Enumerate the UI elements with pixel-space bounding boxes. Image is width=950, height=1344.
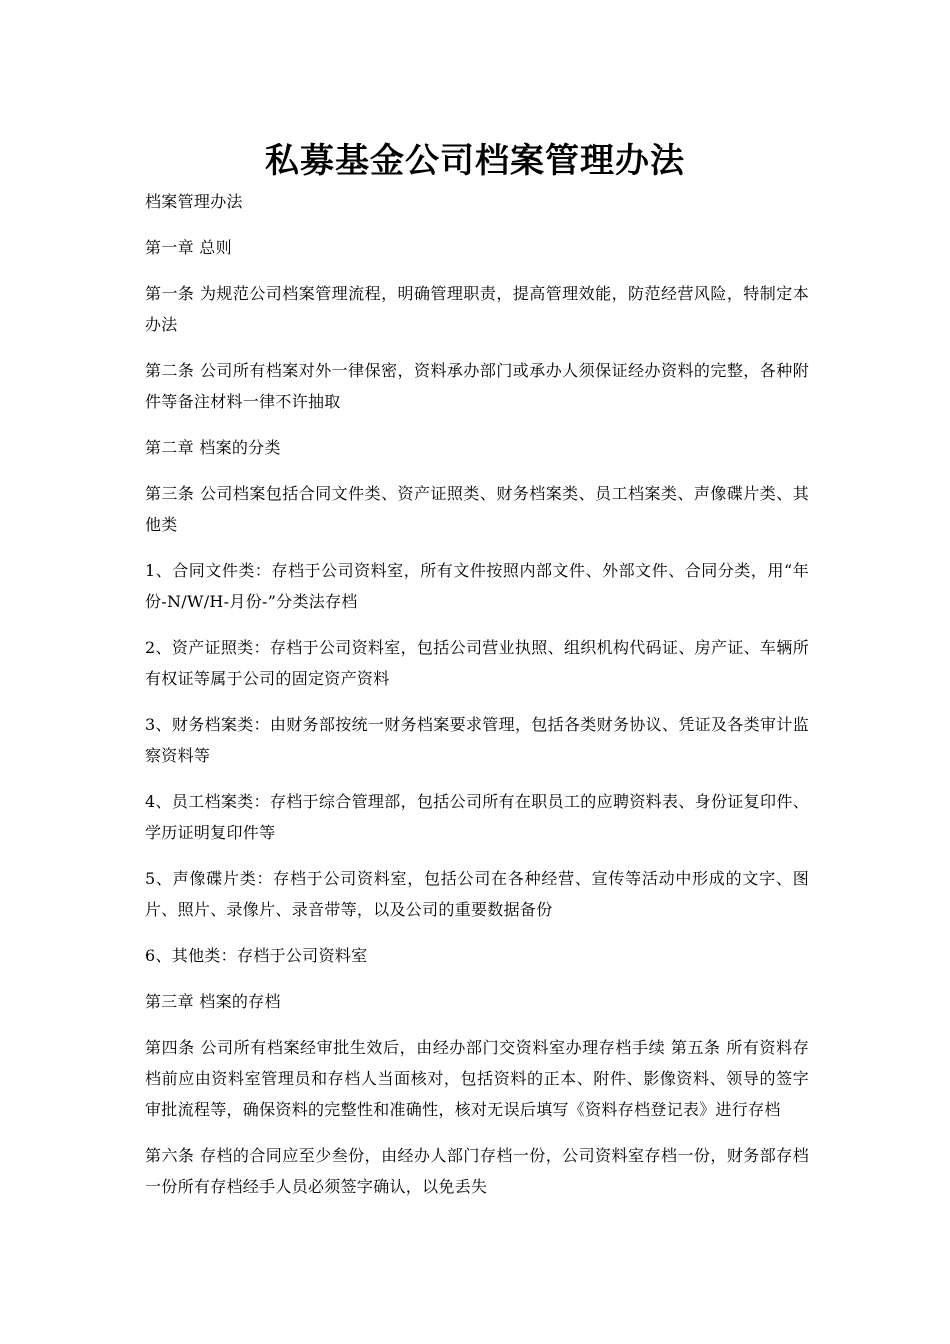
category-5: 5、声像碟片类：存档于公司资料室，包括公司在各种经营、宣传等活动中形成的文字、图片、照片、录像片、录音带等，以及公司的重要数据备份 xyxy=(145,869,809,919)
article-2: 第二条 公司所有档案对外一律保密，资料承办部门或承办人须保证经办资料的完整，各种附件等备注材料一律不许抽取 xyxy=(145,361,809,411)
document-title: 私募基金公司档案管理办法 xyxy=(265,140,685,181)
document-body xyxy=(145,186,809,1217)
article-3: 第三条 公司档案包括合同文件类、资产证照类、财务档案类、员工档案类、声像碟片类、其他类 xyxy=(145,484,809,534)
category-6: 6、其他类：存档于公司资料室 xyxy=(145,946,368,965)
heading-main: 档案管理办法 xyxy=(145,192,243,211)
article-6: 第六条 存档的合同应至少叁份，由经办人部门存档一份，公司资料室存档一份，财务部存档一份所有存档经手人员必须签字确认，以免丢失 xyxy=(145,1146,809,1196)
category-4: 4、员工档案类：存档于综合管理部，包括公司所有在职员工的应聘资料表、身份证复印件、学历证明复印件等 xyxy=(145,792,809,842)
chapter-2-heading: 第二章 档案的分类 xyxy=(145,438,281,457)
category-1: 1、合同文件类：存档于公司资料室，所有文件按照内部文件、外部文件、合同分类，用“年份-N/W/H-月份-”分类法存档 xyxy=(145,561,809,611)
chapter-1-heading: 第一章 总则 xyxy=(145,238,232,257)
category-2: 2、资产证照类：存档于公司资料室，包括公司营业执照、组织机构代码证、房产证、车辆所有权证等属于公司的固定资产资料 xyxy=(145,638,809,688)
article-4-5: 第四条 公司所有档案经审批生效后，由经办部门交资料室办理存档手续 第五条 所有资料存档前应由资料室管理员和存档人当面核对，包括资料的正本、附件、影像资料、领导的签字审批流程等，确保资料的完整性和准确性，核对无误后填写《资料存档登记表》进行存档 xyxy=(145,1038,809,1119)
category-3: 3、财务档案类：由财务部按统一财务档案要求管理，包括各类财务协议、凭证及各类审计监察资料等 xyxy=(145,715,809,765)
article-1: 第一条 为规范公司档案管理流程，明确管理职责，提高管理效能，防范经营风险，特制定本办法 xyxy=(145,284,809,334)
chapter-3-heading: 第三章 档案的存档 xyxy=(145,992,281,1011)
